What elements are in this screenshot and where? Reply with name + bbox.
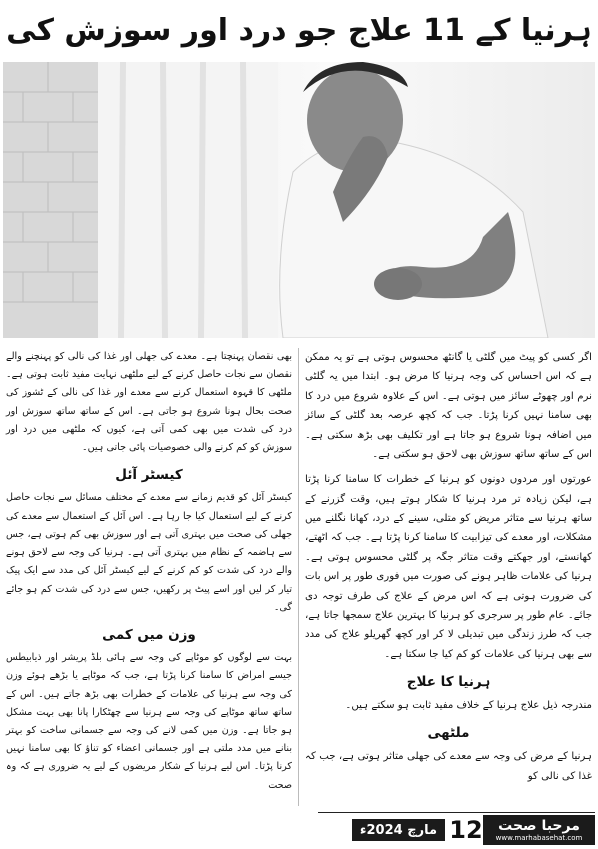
- paragraph: عورتوں اور مردوں دونوں کو ہرنیا کے خطرات کا سامنا کرنا پڑتا ہے، لیکن زیادہ تر مرد ہرنیا کا شکار ہوتے ہیں، وقت گزرنے کے ساتھ ہرنیا سے متاثر مریض کو متلی، سینے کے درد، کھانا نگلنے میں مشکلات، اور معدے کی تیزابیت کا سامنا کرنا پڑتا ہے۔ جب کہ اٹھتے، کھانستے، اور جھکتے وقت متاثر جگہ پر گلٹی محسوس ہوتی ہے۔ ہرنیا کی علامات ظاہر ہونے کی صورت میں فوری طور پر اس بات کی ضرورت ہوتی ہے کہ اس مرض کے علاج کی طرف توجہ دی جائے۔ عام طور پر سرجری کو ہرنیا کا بہترین علاج سمجھا جاتا ہے، جب کہ طرز زندگی میں تبدیلی لا کر اور کچھ گھریلو علاج کی مدد سے بھی ہرنیا کی علامات کو کم کیا جا سکتا ہے۔: [305, 474, 592, 660]
- paragraph: ہرنیا کے مرض کی وجہ سے معدے کی جھلی متاثر ہوتی ہے، جب کہ غذا کی نالی کو: [305, 751, 592, 782]
- magazine-logo: [483, 815, 595, 845]
- issue-date: مارچ 2024ء: [352, 819, 445, 841]
- article-title: ہرنیا کے 11 علاج جو درد اور سوزش کی: [6, 13, 592, 48]
- right-column: [305, 348, 592, 792]
- page-footer: [318, 812, 595, 847]
- paragraph: بھی نقصان پہنچتا ہے۔ معدے کی جھلی اور غذا کی نالی کو پہنچنے والے نقصان سے نجات حاصل کرنے کے لیے ملٹھی نہایت مفید ثابت ہوتی ہے۔ ملٹھی کا قہوہ استعمال کرنے سے معدے اور غذا کی نالی کے ٹشوز کی صحت بحال ہونا شروع ہو جاتی ہے۔ اس کے ساتھ ساتھ سوزش اور درد کی شدت میں بھی کمی آتی ہے، کیوں کہ ملٹھی میں درد اور سوزش کو کم کرنے والی خصوصیات پائی جاتی ہیں۔: [6, 351, 292, 454]
- magazine-website: www.marhabasehat.com: [495, 833, 583, 842]
- paragraph: بہت سے لوگوں کو موٹاپے کی وجہ سے ہائی بلڈ پریشر اور ذیابیطس جیسے امراض کا سامنا کرنا پڑتا ہے، جب کہ موٹاپے یا بڑھے ہوئے وزن کی وجہ سے ہرنیا کی علامات کے خطرات بھی بڑھ جاتے ہیں۔ اس کے ساتھ ساتھ موٹاپے کی وجہ سے ہرنیا سے چھٹکارا پانا بھی بہت مشکل ہو جاتا ہے۔ وزن میں کمی لانے کی وجہ سے جسمانی ساخت کو بہتر بنانے میں مدد ملتی ہے اور جسمانی اعضاء کو تناؤ کا بھی سامنا نہیں کرنا پڑتا۔ اس لیے ہرنیا کے شکار مریضوں کے لیے یہ ضروری ہے کہ وہ صحت: [6, 652, 292, 791]
- paragraph: کیسٹر آئل کو قدیم زمانے سے معدے کے مختلف مسائل سے نجات حاصل کرنے کے لیے استعمال کیا جا رہا ہے۔ اس آئل کے استعمال سے معدے کی جھلی کی صحت میں بہتری آتی ہے اور سوزش بھی کم ہوتی ہے، جس سے ہاضمہ کے نظام میں بہتری آتی ہے۔ ہرنیا کی وجہ سے لاحق ہونے والے درد کی شدت کو کم کرنے کے لیے کیسٹر آئل کی مدد سے ایک پیک تیار کر لیں اور اسے پیٹ پر رکھیں، جس سے درد کی شدت کم ہو جائے گی۔: [6, 492, 292, 613]
- section-heading: ملٹھی: [427, 725, 470, 742]
- section-heading: وزن میں کمی: [102, 627, 196, 644]
- paragraph: اگر کسی کو پیٹ میں گلٹی یا گانٹھ محسوس ہوتی ہے تو یہ ممکن ہے کہ اس احساس کی وجہ ہرنیا کا مرض ہو۔ ابتدا میں یہ گلٹی نرم اور چھوٹے سائز میں ہوتی ہے۔ اس کے علاوہ شروع میں درد کا بھی سامنا نہیں کرنا پڑتا۔ جب کہ کچھ عرصہ بعد گلٹی کے سائز میں اضافہ ہونا شروع ہو جاتا ہے اور تکلیف بھی بڑھ سکتی ہے۔ اس کے ساتھ ساتھ سوزش بھی لاحق ہو سکتی ہے۔: [305, 352, 592, 460]
- left-column: [6, 348, 292, 801]
- column-divider: [298, 348, 299, 806]
- magazine-name: مرحبا صحت: [498, 817, 580, 834]
- page-number: 12: [449, 816, 483, 844]
- article-photo: [3, 62, 595, 338]
- paragraph: مندرجہ ذیل علاج ہرنیا کے خلاف مفید ثابت ہو سکتے ہیں۔: [345, 700, 592, 711]
- section-heading: کیسٹر آئل: [115, 467, 183, 484]
- section-heading: ہرنیا کا علاج: [406, 674, 491, 690]
- man-in-pain-illustration: [3, 62, 595, 338]
